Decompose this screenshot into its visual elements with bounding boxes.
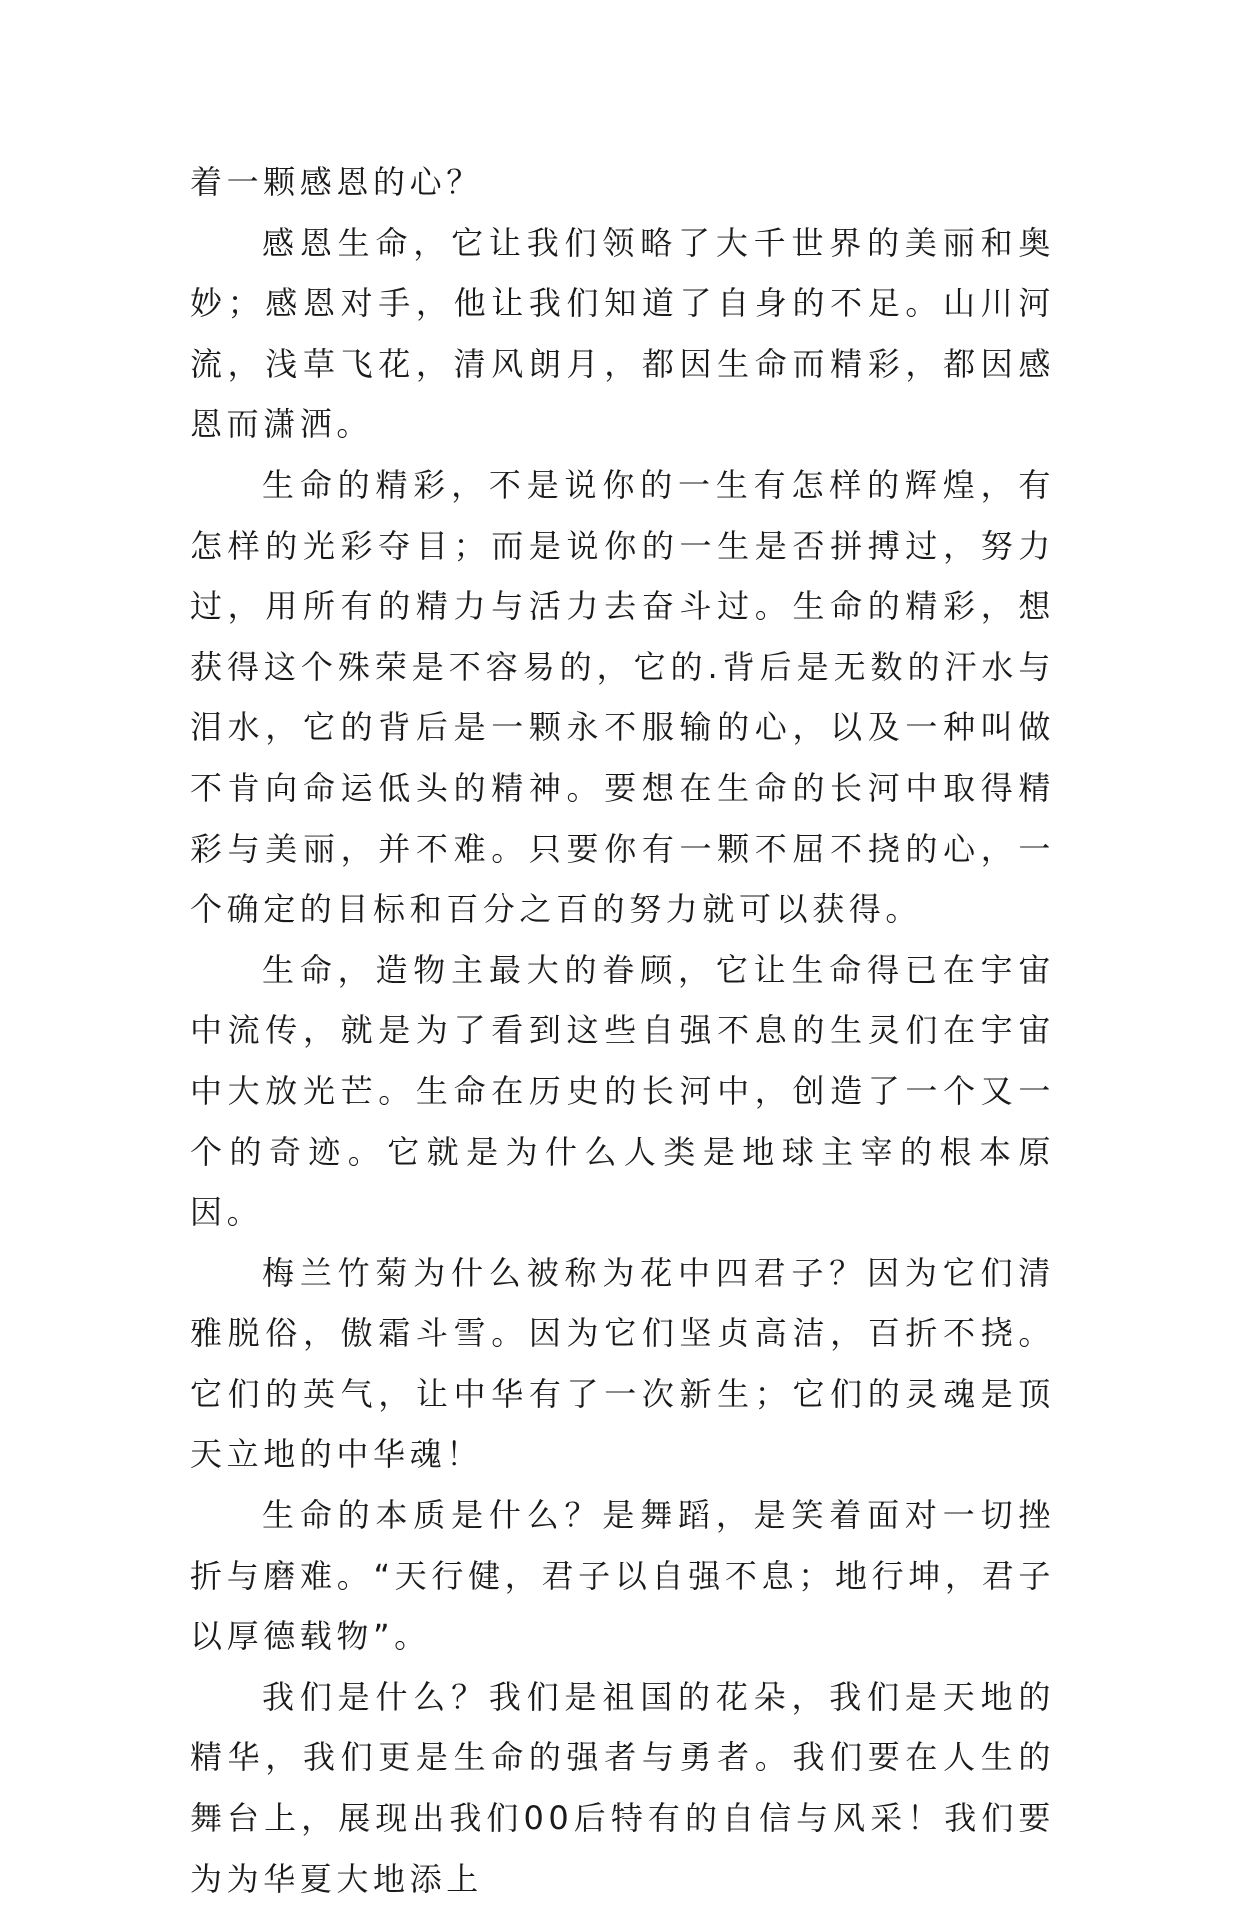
paragraph-continuation: 着一颗感恩的心？ — [190, 163, 483, 201]
paragraph-four-gentlemen: 梅兰竹菊为什么被称为花中四君子？因为它们清雅脱俗，傲霜斗雪。因为它们坚贞高洁，百折不挠。它们的英气，让中华有了一次新生；它们的灵魂是顶天立地的中华魂！ — [190, 1253, 1055, 1474]
paragraph-creator-gift: 生命，造物主最大的眷顾，它让生命得已在宇宙中流传，就是为了看到这些自强不息的生灵们在宇宙中大放光芒。生命在历史的长河中，创造了一个又一个的奇迹。它就是为什么人类是地球主宰的根本原因。 — [190, 950, 1055, 1232]
paragraph-gratitude: 感恩生命，它让我们领略了大千世界的美丽和奥妙；感恩对手，他让我们知道了自身的不足。山川河流，浅草飞花，清风朗月，都因生命而精彩，都因感恩而潇洒。 — [190, 223, 1055, 444]
paragraph-essence-of-life: 生命的本质是什么？是舞蹈，是笑着面对一切挫折与磨难。“天行健，君子以自强不息；地行坤，君子以厚德载物”。 — [190, 1496, 1055, 1656]
article-body — [190, 152, 1055, 1909]
paragraph-splendor-of-life: 生命的精彩，不是说你的一生有怎样的辉煌，有怎样的光彩夺目；而是说你的一生是否拼搏过，努力过，用所有的精力与活力去奋斗过。生命的精彩，想获得这个殊荣是不容易的，它的.背后是无数的汗水与泪水，它的背后是一颗永不服输的心，以及一种叫做不肯向命运低头的精神。要想在生命的长河中取得精彩与美丽，并不难。只要你有一颗不屈不挠的心，一个确定的目标和百分之百的努力就可以获得。 — [190, 465, 1055, 929]
paragraph-who-we-are: 我们是什么？我们是祖国的花朵，我们是天地的精华，我们更是生命的强者与勇者。我们要在人生的舞台上，展现出我们00后特有的自信与风采！我们要为为华夏大地添上 — [190, 1677, 1055, 1898]
